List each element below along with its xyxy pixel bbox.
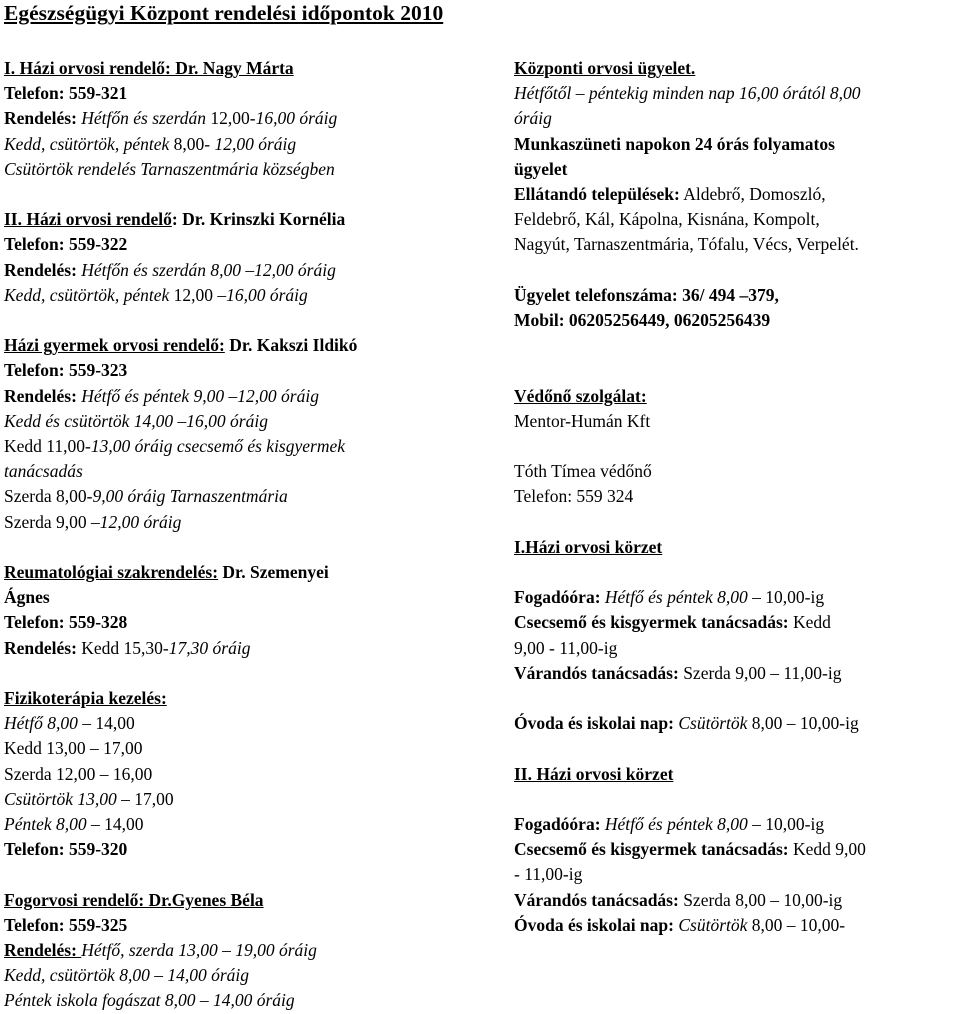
hours-days: Kedd, csütörtök, péntek bbox=[4, 284, 174, 305]
note-line: Csütörtök rendelés Tarnaszentmária községben bbox=[4, 158, 335, 179]
hours-line bbox=[4, 384, 484, 409]
prenatal-counseling-label: Várandós tanácsadás: bbox=[514, 662, 679, 683]
hours-days: Kedd, csütörtök, péntek bbox=[4, 133, 174, 154]
settlements-list: Aldebrő, Domoszló, bbox=[679, 184, 826, 205]
school-day bbox=[514, 711, 960, 736]
hours-label: Rendelés: bbox=[4, 108, 77, 129]
office-hours-label: Fogadóóra: bbox=[514, 813, 601, 834]
prenatal-counseling-time: Szerda 9,00 – 11,00-ig bbox=[678, 662, 842, 683]
hours-days: Péntek 8,00 bbox=[4, 814, 91, 835]
hours-time: Szerda 8,00- bbox=[4, 486, 93, 507]
hours-line bbox=[4, 283, 484, 308]
section-heading-rheumatology bbox=[4, 560, 484, 585]
phone-general-practice-2: Telefon: 559-322 bbox=[4, 234, 128, 255]
served-settlements bbox=[514, 182, 960, 207]
hours-label: Rendelés: bbox=[4, 259, 77, 280]
settlements-list: Feldebrő, Kál, Kápolna, Kisnána, Kompolt, bbox=[514, 209, 820, 230]
on-call-phone: Ügyelet telefonszáma: 36/ 494 –379, bbox=[514, 284, 779, 305]
hours-line bbox=[4, 484, 484, 509]
office-hours-time: – 10,00-ig bbox=[752, 813, 825, 834]
hours-time: 17,30 óráig bbox=[168, 637, 251, 658]
hours-label: Rendelés: bbox=[4, 385, 77, 406]
hours-line bbox=[4, 787, 484, 812]
infant-counseling-time: - 11,00-ig bbox=[514, 864, 583, 885]
health-visitor-phone: Telefon: 559 324 bbox=[514, 486, 634, 507]
on-call-mobile: Mobil: 06205256449, 06205256439 bbox=[514, 310, 771, 331]
school-day-time: 8,00 – 10,00- bbox=[747, 914, 846, 935]
left-column bbox=[4, 56, 484, 1014]
section-heading-on-call: Központi orvosi ügyelet. bbox=[514, 58, 696, 78]
hours-time: – 14,00 bbox=[90, 814, 144, 835]
hours-note: 9,00 óráig Tarnaszentmária bbox=[92, 486, 288, 507]
prenatal-counseling-label: Várandós tanácsadás: bbox=[514, 889, 679, 910]
office-hours bbox=[514, 585, 960, 610]
hours-time: 16,00 óráig bbox=[255, 108, 338, 129]
phone-dentistry: Telefon: 559-325 bbox=[4, 914, 128, 935]
hours-line bbox=[4, 938, 484, 963]
section-heading-pediatrics bbox=[4, 333, 484, 358]
school-day-time: 8,00 – 10,00-ig bbox=[747, 713, 859, 734]
office-hours-days: Hétfő és péntek 8,00 bbox=[600, 587, 753, 608]
hours-time: 12,00- bbox=[210, 108, 256, 129]
office-hours bbox=[514, 812, 960, 837]
hours-time: Szerda 9,00 bbox=[4, 511, 91, 532]
hours-time: – 14,00 bbox=[82, 713, 135, 734]
school-day bbox=[514, 913, 960, 938]
hours-time: 12,00 óráig bbox=[214, 133, 297, 154]
hours-days: Hétfő 8,00 bbox=[4, 713, 83, 734]
section-heading-physiotherapy: Fizikoterápia kezelés: bbox=[4, 688, 167, 709]
on-call-holiday: ügyelet bbox=[514, 158, 568, 179]
infant-counseling-label: Csecsemő és kisgyermek tanácsadás: bbox=[514, 839, 789, 860]
hours-note: tanácsadás bbox=[4, 461, 83, 482]
hours-time: – 17,00 bbox=[121, 788, 174, 809]
heading-title: Házi gyermek orvosi rendelő: bbox=[4, 335, 225, 356]
hours-time: –12,00 óráig bbox=[91, 511, 182, 532]
hours-days: Hétfőn és szerdán 8,00 –12,00 óráig bbox=[76, 259, 336, 280]
phone-rheumatology: Telefon: 559-328 bbox=[4, 612, 128, 633]
hours-time: 12,00 bbox=[173, 284, 218, 305]
hours-days: Hétfő és péntek 9,00 –12,00 óráig bbox=[76, 385, 319, 406]
infant-counseling-time: 9,00 - 11,00-ig bbox=[514, 637, 618, 658]
hours-time: Kedd 11,00- bbox=[4, 436, 91, 457]
prenatal-counseling bbox=[514, 888, 960, 913]
section-heading-general-practice-1: I. Házi orvosi rendelő: Dr. Nagy Márta bbox=[4, 58, 294, 78]
on-call-hours: óráig bbox=[514, 108, 552, 129]
section-heading-general-practice-2 bbox=[4, 207, 484, 232]
hours-note: 13,00 óráig csecsemő és kisgyermek bbox=[90, 436, 346, 457]
prenatal-counseling bbox=[514, 661, 960, 686]
hours-line bbox=[4, 132, 484, 157]
page-title: Egészségügyi Központ rendelési időpontok 2010 bbox=[4, 1, 444, 25]
infant-counseling bbox=[514, 610, 960, 635]
prenatal-counseling-time: Szerda 8,00 – 10,00-ig bbox=[678, 889, 843, 910]
hours-line: Szerda 12,00 – 16,00 bbox=[4, 763, 153, 784]
hours-line bbox=[4, 711, 484, 736]
health-visitor-company: Mentor-Humán Kft bbox=[514, 410, 651, 431]
hours-line bbox=[4, 510, 484, 535]
hours-time: –16,00 óráig bbox=[217, 284, 308, 305]
hours-time: 8,00- bbox=[173, 133, 215, 154]
phone-physiotherapy: Telefon: 559-320 bbox=[4, 839, 128, 860]
settlements-label: Ellátandó települések: bbox=[514, 184, 680, 205]
heading-title: II. Házi orvosi rendelő bbox=[4, 209, 172, 230]
phone-pediatrics: Telefon: 559-323 bbox=[4, 360, 128, 381]
hours-label: Rendelés: bbox=[4, 637, 77, 658]
hours-label: Rendelés: bbox=[4, 940, 82, 961]
office-hours-days: Hétfő és péntek 8,00 bbox=[600, 813, 753, 834]
right-column bbox=[514, 56, 960, 938]
section-heading-district-2: II. Házi orvosi körzet bbox=[514, 763, 674, 784]
phone-general-practice-1: Telefon: 559-321 bbox=[4, 83, 128, 104]
hours-line: Kedd 13,00 – 17,00 bbox=[4, 738, 143, 759]
heading-title: Reumatológiai szakrendelés: bbox=[4, 562, 219, 583]
heading-doctor: Dr. Kakszi Ildikó bbox=[224, 335, 358, 356]
hours-line bbox=[4, 434, 484, 459]
infant-counseling-label: Csecsemő és kisgyermek tanácsadás: bbox=[514, 612, 789, 633]
hours-line: Kedd és csütörtök 14,00 –16,00 óráig bbox=[4, 410, 268, 431]
hours-line bbox=[4, 258, 484, 283]
section-heading-district-1: I.Házi orvosi körzet bbox=[514, 536, 663, 557]
infant-counseling-day: Kedd 9,00 bbox=[788, 839, 866, 860]
school-day-day: Csütörtök bbox=[673, 713, 748, 734]
office-hours-time: – 10,00-ig bbox=[752, 587, 825, 608]
hours-line bbox=[4, 636, 484, 661]
hours-days: Csütörtök 13,00 bbox=[4, 788, 122, 809]
section-heading-health-visitor: Védőnő szolgálat: bbox=[514, 385, 647, 406]
hours-days: Hétfőn és szerdán bbox=[76, 108, 211, 129]
infant-counseling bbox=[514, 837, 960, 862]
hours-days: Hétfő, szerda 13,00 – 19,00 óráig bbox=[81, 940, 317, 961]
hours-line bbox=[4, 106, 484, 131]
section-heading-dentistry: Fogorvosi rendelő: Dr.Gyenes Béla bbox=[4, 889, 264, 910]
on-call-hours: Hétfőtől – péntekig minden nap 16,00 órától 8,00 bbox=[514, 83, 861, 104]
hours-line: Péntek iskola fogászat 8,00 – 14,00 óráig bbox=[4, 990, 295, 1011]
heading-doctor: Dr. Szemenyei bbox=[218, 562, 329, 583]
heading-doctor-continued: Ágnes bbox=[4, 587, 50, 608]
heading-doctor: : Dr. Krinszki Kornélia bbox=[171, 209, 346, 230]
settlements-list: Nagyút, Tarnaszentmária, Tófalu, Vécs, Verpelét. bbox=[514, 234, 859, 255]
hours-line bbox=[4, 812, 484, 837]
on-call-holiday: Munkaszüneti napokon 24 órás folyamatos bbox=[514, 133, 835, 154]
infant-counseling-day: Kedd bbox=[788, 612, 831, 633]
hours-line: Kedd, csütörtök 8,00 – 14,00 óráig bbox=[4, 965, 249, 986]
hours-time: Kedd 15,30- bbox=[76, 637, 169, 658]
office-hours-label: Fogadóóra: bbox=[514, 587, 601, 608]
school-day-label: Óvoda és iskolai nap: bbox=[514, 713, 674, 734]
school-day-label: Óvoda és iskolai nap: bbox=[514, 914, 674, 935]
school-day-day: Csütörtök bbox=[673, 914, 748, 935]
health-visitor-name: Tóth Tímea védőnő bbox=[514, 461, 652, 482]
